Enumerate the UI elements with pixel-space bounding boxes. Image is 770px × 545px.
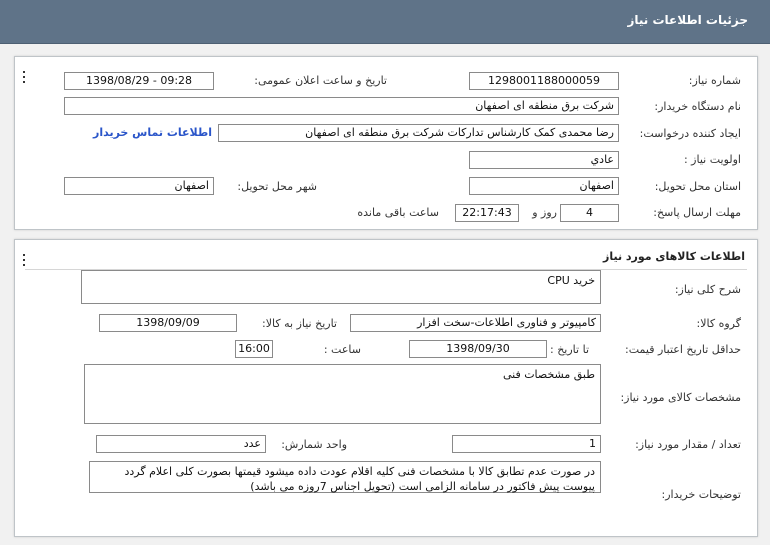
page-title: جزئیات اطلاعات نیاز — [627, 13, 748, 27]
days-label: روز و — [532, 206, 557, 219]
province-field: اصفهان — [469, 177, 619, 195]
time-left-field: 22:17:43 — [455, 204, 519, 222]
goods-header: اطلاعات کالاهای مورد نیاز — [603, 250, 745, 263]
creator-label: ایجاد کننده درخواست: — [639, 127, 741, 140]
need-date-field: 1398/09/09 — [99, 314, 237, 332]
validity-date-field: 1398/09/30 — [409, 340, 547, 358]
buyer-contact-link[interactable]: اطلاعات تماس خریدار — [92, 126, 212, 139]
announce-label: تاریخ و ساعت اعلان عمومی: — [254, 74, 387, 87]
drag-handle-icon — [23, 254, 26, 268]
priority-label: اولویت نیاز : — [683, 153, 741, 166]
unit-field: عدد — [96, 435, 266, 453]
need-number-label: شماره نیاز: — [688, 74, 741, 87]
group-field: کامپیوتر و فناوری اطلاعات-سخت افزار — [350, 314, 601, 332]
drag-handle-icon — [23, 71, 26, 85]
specs-field: طبق مشخصات فنی — [84, 364, 601, 424]
specs-label: مشخصات کالای مورد نیاز: — [620, 391, 741, 404]
buyer-org-field: شرکت برق منطقه ای اصفهان — [64, 97, 619, 115]
city-field: اصفهان — [64, 177, 214, 195]
validity-time-field: 16:00 — [235, 340, 273, 358]
need-info-panel — [14, 56, 758, 230]
need-date-label: تاریخ نیاز به کالا: — [262, 317, 337, 330]
priority-field: عادي — [469, 151, 619, 169]
deadline-label: مهلت ارسال پاسخ: — [653, 206, 741, 219]
until-date-label: تا تاریخ : — [550, 343, 589, 356]
time-left-label: ساعت باقی مانده — [357, 206, 439, 219]
creator-field: رضا محمدی کمک کارشناس تدارکات شرکت برق منطقه ای اصفهان — [218, 124, 619, 142]
summary-field: خرید CPU — [81, 270, 601, 304]
announce-field: 1398/08/29 - 09:28 — [64, 72, 214, 90]
validity-hour-label: ساعت : — [323, 343, 361, 356]
unit-label: واحد شمارش: — [281, 438, 347, 451]
title-bar — [0, 0, 770, 44]
notes-field: در صورت عدم تطابق کالا با مشخصات فنی کلیه اقلام عودت داده میشود قیمتها بصورت کلی اعلام گردد پیوست پیش فاکتور در سامانه الزامی است (تحویل اجناس 7روزه می باشد) — [89, 461, 601, 493]
city-label: شهر محل تحویل: — [237, 180, 317, 193]
notes-label: توضیحات خریدار: — [661, 488, 741, 501]
need-number-field: 1298001188000059 — [469, 72, 619, 90]
province-label: استان محل تحویل: — [654, 180, 741, 193]
qty-field: 1 — [452, 435, 601, 453]
days-field: 4 — [560, 204, 619, 222]
summary-label: شرح کلی نیاز: — [674, 283, 741, 296]
group-label: گروه کالا: — [696, 317, 741, 330]
goods-info-panel — [14, 239, 758, 537]
qty-label: تعداد / مقدار مورد نیاز: — [635, 438, 741, 451]
buyer-org-label: نام دستگاه خریدار: — [654, 100, 741, 113]
validity-label: حداقل تاریخ اعتبار قیمت: — [625, 343, 741, 356]
